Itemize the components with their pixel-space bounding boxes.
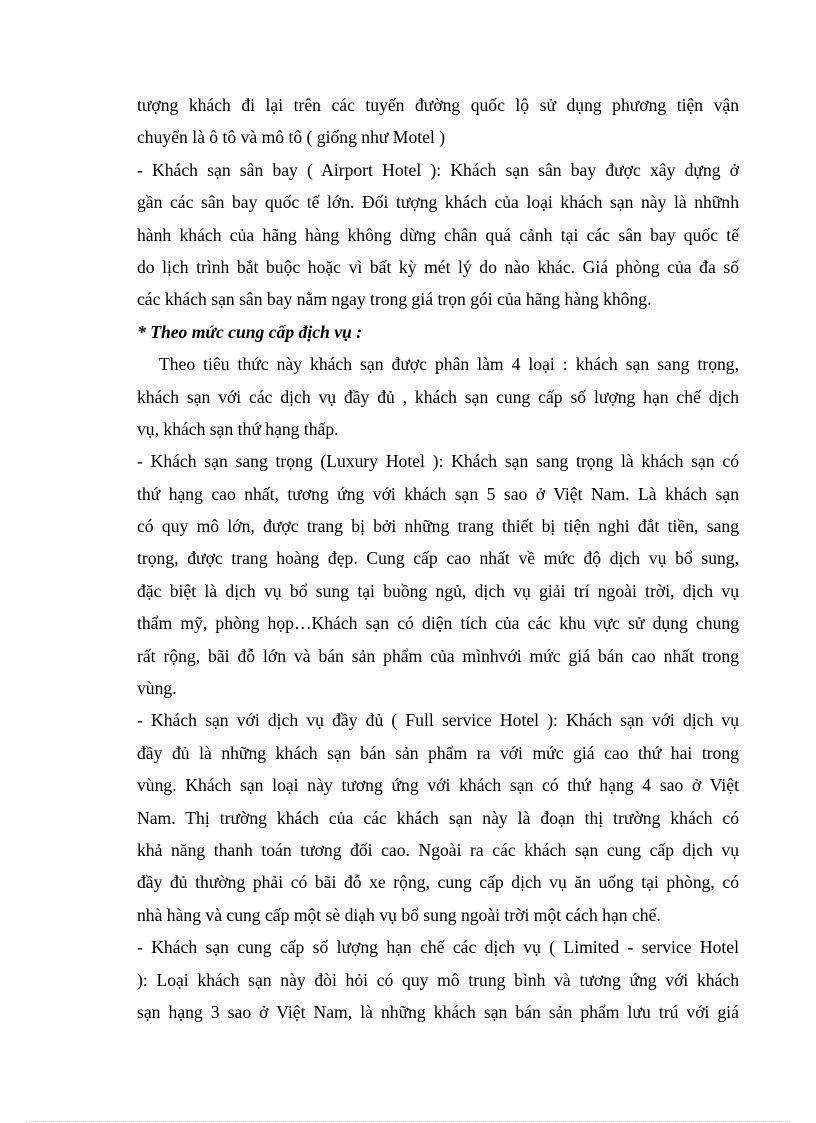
text-line: đầy đủ là những khách sạn bán sản phẩm ra với mức giá cao thứ hai trong [137, 742, 739, 763]
text-line: ): Loại khách sạn này đòi hỏi có quy mô trung bình và tương ứng với khách [137, 969, 739, 990]
text-line: đặc biệt là dịch vụ bổ sung tại buồng ngủ, dịch vụ giải trí ngoài trời, dịch vụ [137, 580, 739, 601]
text-line: vùng. [137, 678, 177, 699]
text-line: Theo tiêu thức này khách sạn được phân làm 4 loại : khách sạn sang trọng, [159, 354, 739, 375]
text-line: các khách sạn sân bay nằm ngay trong giá trọn gói của hãng hàng không. [137, 289, 652, 310]
text-line: vùng. Khách sạn loại này tương ứng với khách sạn có thứ hạng 4 sao ở Việt [137, 775, 739, 796]
text-line: - Khách sạn với dịch vụ đầy đủ ( Full service Hotel ): Khách sạn với dịch vụ [137, 710, 739, 731]
text-line: khả năng thanh toán tương đối cao. Ngoài ra các khách sạn cung cấp dịch vụ [137, 839, 739, 860]
text-line: trọng, được trang hoàng đẹp. Cung cấp cao nhất về mức độ dịch vụ bổ sung, [137, 548, 739, 569]
text-line: do lịch trình bắt buộc hoặc vì bất kỳ mét lý do nào khác. Giá phòng của đa số [137, 256, 739, 277]
section-heading: * Theo mức cung cấp địch vụ : [137, 321, 363, 342]
text-line: hành khách của hãng hàng không dừng chân quá cảnh tại các sân bay quốc tế [137, 224, 739, 245]
text-line: nhà hàng và cung cấp một sè diạh vụ bổ sung ngoài trời một cách hạn chế. [137, 904, 661, 925]
text-line: - Khách sạn sang trọng (Luxury Hotel ): Khách sạn sang trọng là khách sạn có [137, 451, 739, 472]
document-body [137, 89, 739, 1028]
text-line: thẩm mỹ, phòng họp…Khách sạn có diện tích của các khu vực sử dụng chung [137, 613, 739, 634]
text-line: khách sạn với các dịch vụ đầy đủ , khách sạn cung cấp số lượng hạn chế dịch [137, 386, 739, 407]
text-line: sạn hạng 3 sao ở Việt Nam, là những khách sạn bán sản phẩm lưu trú với giá [137, 1001, 739, 1022]
text-line: - Khách sạn cung cấp số lượng hạn chế các dịch vụ ( Limited - service Hotel [137, 937, 739, 958]
text-line: rất rộng, bãi đỗ lớn và bán sản phẩm của mìnhvới mức giá bán cao nhất trong [137, 645, 739, 666]
text-line: tượng khách đi lại trên các tuyến đường quốc lộ sử dụng phương tiện vận [137, 95, 739, 115]
text-line: đầy đủ thường phải có bãi đỗ xe rộng, cung cấp dịch vụ ăn uống tại phòng, có [137, 872, 739, 893]
text-line: có quy mô lớn, được trang bị bởi những trang thiết bị tiện nghi đắt tiền, sang [137, 516, 739, 537]
page-bottom-divider [26, 1121, 790, 1122]
text-line: gần các sân bay quốc tế lớn. Đối tượng khách của loại khách sạn này là nhữnh [137, 192, 739, 213]
text-line: thứ hạng cao nhất, tương ứng với khách sạn 5 sao ở Việt Nam. Là khách sạn [137, 483, 739, 504]
text-line: vụ, khách sạn thứ hạng thấp. [137, 418, 339, 439]
text-line: Nam. Thị trường khách của các khách sạn này là đoạn thị trường khách có [137, 807, 739, 828]
text-line: chuyển là ô tô và mô tô ( giống như Motel ) [137, 127, 446, 148]
text-line: - Khách sạn sân bay ( Airport Hotel ): Khách sạn sân bay được xây dựng ở [137, 159, 739, 180]
